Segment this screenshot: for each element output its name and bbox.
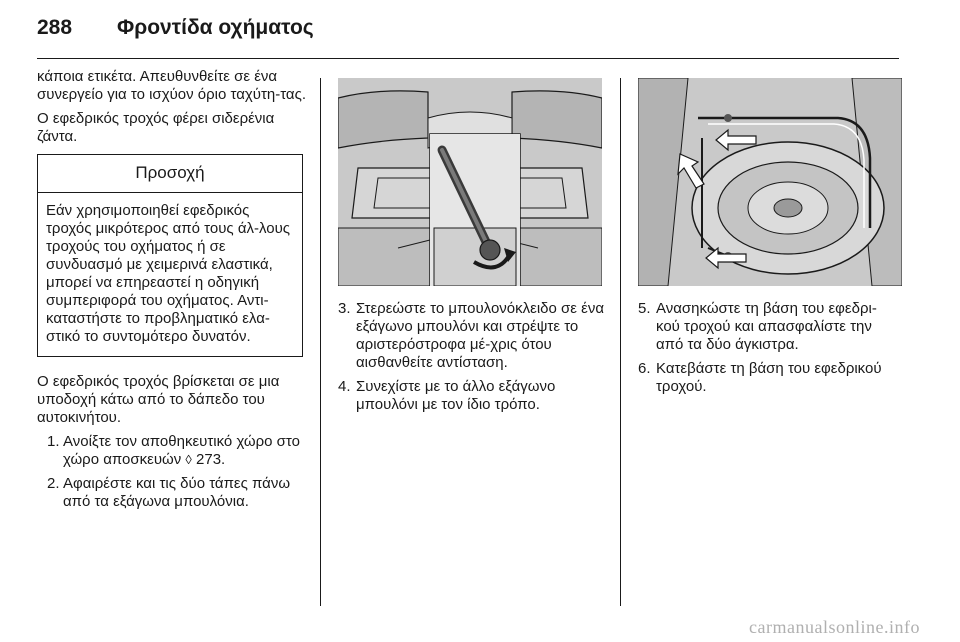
watermark: carmanualsonline.info <box>749 617 920 637</box>
step-number: 4. <box>338 378 351 395</box>
page-title: Φροντίδα οχήματος <box>117 16 314 39</box>
step-text: Ανοίξτε τον αποθηκευτικό χώρο στο χώρο αποσκευών <box>63 433 300 468</box>
column-1 <box>37 68 307 511</box>
spare-wheel-drawing <box>638 78 902 286</box>
list-item <box>37 433 307 469</box>
wheel-wrench-illustration <box>338 78 602 286</box>
step-number: 5. <box>638 300 651 317</box>
caution-body: Εάν χρησιμοποιηθεί εφεδρικός τροχός μικρότερος από τους άλ-λους τροχούς του οχήματος ή σε συνδυασμό με χειμερινά ελαστικά, μπορεί να επηρεαστεί η οδηγική συμπεριφορά του οχήματος. Αντι-καταστήστε το προβληματικό ελα-στικό το συντομότερο δυνατόν. <box>46 202 291 345</box>
spare-wheel-holder-illustration <box>638 78 902 286</box>
page-number: 288 <box>37 16 73 39</box>
step-text: Αφαιρέστε και τις δύο τάπες πάνω από τα εξάγωνα μπουλόνια. <box>63 475 291 510</box>
step-number: 3. <box>338 300 351 317</box>
list-item <box>338 300 604 372</box>
column-divider-2 <box>620 78 621 606</box>
list-item <box>638 300 900 354</box>
step-text: Συνεχίστε με το άλλο εξάγωνο μπουλόνι με τον ίδιο τρόπο. <box>356 378 556 413</box>
caution-box <box>37 154 303 357</box>
step-text: Ανασηκώστε τη βάση του εφεδρι-κού τροχού και απασφαλίστε την από τα δύο άγκιστρα. <box>656 300 877 353</box>
wheel-paragraph: Ο εφεδρικός τροχός φέρει σιδερένια ζάντα. <box>37 110 275 145</box>
location-paragraph: Ο εφεδρικός τροχός βρίσκεται σε μια υποδοχή κάτω από το δάπεδο του αυτοκινήτου. <box>37 373 280 426</box>
page-reference[interactable]: 273. <box>196 451 226 468</box>
column-2 <box>338 300 604 414</box>
steps-list-1 <box>37 433 307 511</box>
step-text: Στερεώστε το μπουλονόκλειδο σε ένα εξάγωνο μπουλόνι και στρέψτε το αριστερόστροφα μέ-χρις ότου αισθανθείτε αντίσταση. <box>356 300 604 371</box>
column-divider-1 <box>320 78 321 606</box>
intro-paragraph: κάποια ετικέτα. Απευθυνθείτε σε ένα συνεργείο για το ισχύον όριο ταχύτη-τας. <box>37 68 307 103</box>
caution-heading: Προσοχή <box>38 155 302 193</box>
step-number: 6. <box>638 360 651 377</box>
steps-list-2 <box>338 300 604 414</box>
header-rule <box>37 58 899 59</box>
list-item <box>338 378 604 414</box>
step-number: 1. <box>47 433 60 450</box>
list-item <box>638 360 900 396</box>
steps-list-3 <box>638 300 900 396</box>
list-item <box>37 475 307 511</box>
step-number: 2. <box>47 475 60 492</box>
wheel-wrench-drawing <box>338 78 602 286</box>
step-text: Κατεβάστε τη βάση του εφεδρικού τροχού. <box>656 360 882 395</box>
column-3 <box>638 300 900 396</box>
page-reference-arrow-icon: ◊ <box>185 452 192 467</box>
